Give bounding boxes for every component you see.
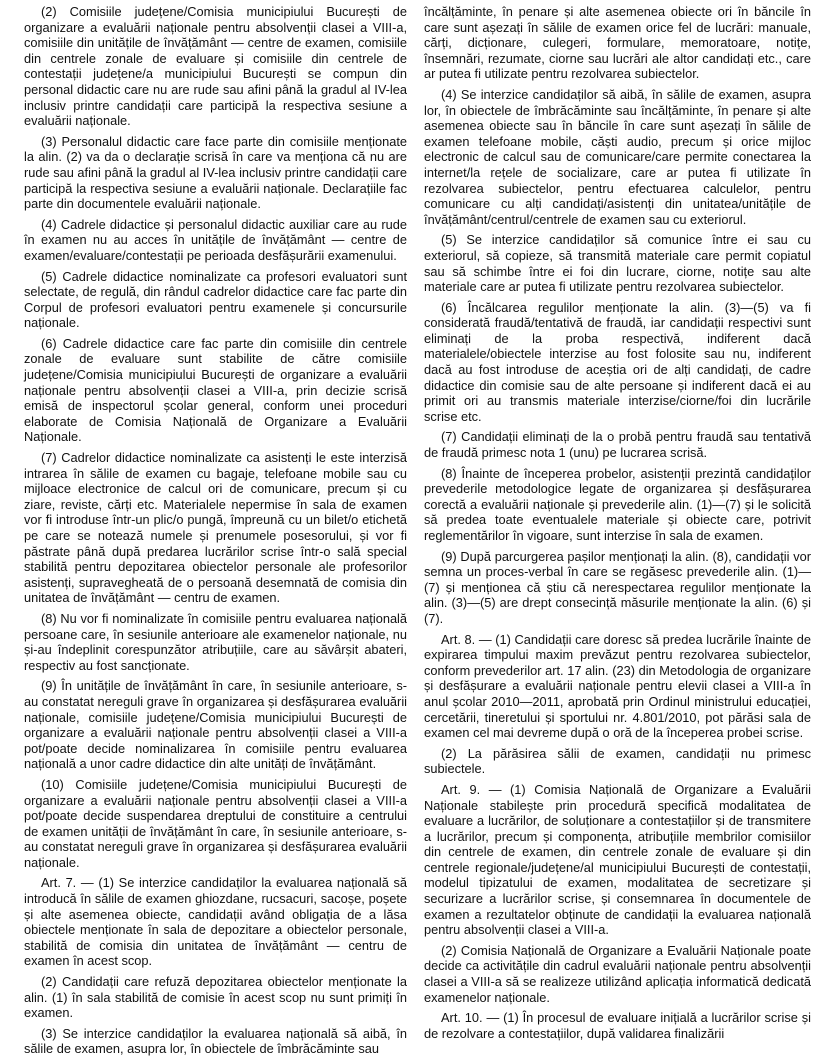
paragraph: (6) Încălcarea regulilor menționate la alin. (3)—(5) va fi considerată fraudă/tentativă de fraudă, iar candidații respectivi sunt eliminați de la proba respectivă, indiferent dacă materialele/obiectele interzise au fost folosite sau nu, indiferent dacă au fost introduse de aceștia ori de alți candidați, de cadre didactice din comisie sau de alte persoane și indiferent dacă ei au primit ori au transmis materiale interzise/ciorne/foi din lucrările scrise etc. xyxy=(424,299,811,424)
paragraph: (10) Comisiile județene/Comisia municipiului București de organizare a evaluării naționale pentru absolvenții clasei a VIII-a pot/poate decide suspendarea dreptului de constituire a centrului de examen unității de învățământ în care, în sesiunile anterioare, s-au constatat nereguli grave în organizarea și desfășurarea evaluării naționale. xyxy=(24,776,408,870)
paragraph: (3) Personalul didactic care face parte din comisiile menționate la alin. (2) va da o declarație scrisă în care va menționa că nu are rude sau afini până la gradul al IV-lea inclusiv printre candidații care participă la respectiva sesiune a evaluării naționale. Declarațiile fac parte din documentele evaluării naționale. xyxy=(24,133,408,212)
article-8-paragraph: Art. 8. — (1) Candidații care doresc să predea lucrările înainte de expirarea timpului maxim prevăzut pentru rezolvarea subiectelor, conform prevederilor art. 17 alin. (23) din Metodologia de organizare și desfășurare a evaluării naționale pentru elevii clasei a VIII-a în anul școlar 2010—2011, aprobată prin Ordinul ministrului educației, cercetării, tineretului și sportului nr. 4.801/2010, pot părăsi sala de examen cel mai devreme după o oră de la începerea probei scrise. xyxy=(424,631,811,741)
paragraph: (5) Cadrele didactice nominalizate ca profesori evaluatori sunt selectate, de regulă, din rândul cadrelor didactice care fac parte din Corpul de profesori evaluatori pentru examenele și concursurile naționale. xyxy=(24,268,408,331)
paragraph: (2) Candidații care refuză depozitarea obiectelor menționate la alin. (1) în sala stabilită de comisie în acest scop nu sunt primiți în examen. xyxy=(24,974,408,1021)
left-column xyxy=(24,4,408,1057)
article-10-paragraph: Art. 10. — (1) În procesul de evaluare inițială a lucrărilor scrise și de rezolvare a contestațiilor, după validarea finalizării xyxy=(424,1010,811,1041)
paragraph: (8) Nu vor fi nominalizate în comisiile pentru evaluarea națională persoane care, în sesiunile anterioare ale examenelor naționale, nu și-au îndeplinit corespunzător atribuțiile, care au săvârșit abateri, respectiv au fost sancționate. xyxy=(24,610,408,673)
article-9-paragraph: Art. 9. — (1) Comisia Națională de Organizare a Evaluării Naționale stabilește prin procedură specifică modalitatea de evaluare a lucrărilor, de soluționare a contestațiilor și de transmitere a lucrărilor, precum și componența, atribuțiile membrilor comisiilor din centrele de examen, din centrele zonale de evaluare și din centrele regionale/județene/al municipiului București de contestații, modelul tipizatului de examen, modalitatea de secretizare și securizare a lucrărilor scrise, și consemnarea în documentele de examen a rezultatelor obținute de candidații la evaluarea națională pentru absolvenții clasei a VIII-a. xyxy=(424,781,811,938)
paragraph: (2) Comisia Națională de Organizare a Evaluării Naționale poate decide ca activitățile din cadrul evaluării naționale pentru absolvenții clasei a VIII-a să se realizeze utilizând aplicația informatică dedicată examenelor naționale. xyxy=(424,942,811,1005)
paragraph: (9) În unitățile de învățământ în care, în sesiunile anterioare, s-au constatat nereguli grave în organizarea și desfășurarea evaluării naționale, comisiile județene/Comisia municipiului București de organizare a evaluării naționale pentru absolvenții clasei a VIII-a pot/poate decide nominalizarea în comisiile pentru evaluarea națională a unor cadre didactice din alte unități de învățământ. xyxy=(24,678,408,772)
paragraph: (5) Se interzice candidaților să comunice între ei sau cu exteriorul, să copieze, să transmită materiale care permit copiatul sau să schimbe între ei foi din lucrare, ciorne, notițe sau alte materiale care ar putea fi utilizate pentru rezolvarea subiectelor. xyxy=(424,232,811,295)
paragraph: (2) Comisiile județene/Comisia municipiului București de organizare a evaluării naționale pentru absolvenții clasei a VIII-a, comisiile din unitățile de învățământ — centre de examen, comisiile din centrele zonale de evaluare și comisiile din centrele de contestații județene/a municipiului București se compun din personal didactic care nu are rude sau afini până la gradul al IV-lea inclusiv printre candidații care participă la respectiva sesiune a evaluării naționale. xyxy=(24,4,408,129)
paragraph: (3) Se interzice candidaților la evaluarea națională să aibă, în sălile de examen, asupra lor, în obiectele de îmbrăcăminte sau xyxy=(24,1025,408,1057)
paragraph: (4) Cadrele didactice și personalul didactic auxiliar care au rude în examen nu au acces în unitățile de învățământ — centre de examen/evaluare/contestații pe perioada desfășurării examenului. xyxy=(24,216,408,263)
paragraph: (9) După parcurgerea pașilor menționați la alin. (8), candidații vor semna un proces-verbal în care se regăsesc prevederile alin. (1)—(7) și menționea că știu că nerespectarea regulilor menționate la alin. (3)—(5) are drept consecință măsurile menționate la alin. (6) și (7). xyxy=(424,548,811,626)
paragraph: (7) Cadrelor didactice nominalizate ca asistenți le este interzisă intrarea în sălile de examen cu bagaje, telefoane mobile sau cu mijloace electronice de calcul ori de comunicare, precum și cu ziare, reviste, cărți etc. Materialele nepermise în sala de examen vor fi introduse într-un plic/o pungă, împreună cu un bilet/o etichetă pe care se notează numele și prenumele posesorului, și vor fi păstrate până după predarea lucrărilor scrise într-o sală special stabilită pentru depozitarea obiectelor personale ale profesorilor asistenți, supravegheată de o persoană desemnată de comisia din unitatea de învățământ — centru de examen. xyxy=(24,450,408,606)
paragraph: (7) Candidații eliminați de la o probă pentru fraudă sau tentativă de fraudă primesc nota 1 (unu) pe lucrarea scrisă. xyxy=(424,429,811,461)
paragraph: (6) Cadrele didactice care fac parte din comisiile din centrele zonale de evaluare sunt stabilite de către comisiile județene/Comisia municipiului București de organizare a evaluării naționale pentru absolvenții clasei a VIII-a, prin decizie scrisă emisă de inspectorul școlar general, conform unei proceduri elaborate de Comisia Națională de Organizare a Evaluării Naționale. xyxy=(24,335,408,445)
paragraph: (4) Se interzice candidaților să aibă, în sălile de examen, asupra lor, în obiectele de îmbrăcăminte sau încălțăminte, în penare și alte asemenea obiecte sau în băncile în care sunt așezați în sălile de examen telefoane mobile, căști audio, precum și orice mijloc electronic de calcul sau de comunicare/care permite conectarea la internet/la rețele de socializare, care ar putea fi utilizate în rezolvarea subiectelor, pentru efectuarea calculelor, pentru comunicare cu alți candidați/asistenți din unitatea/unitățile de învățământ/centrul/centrele de examen sau cu exteriorul. xyxy=(424,86,811,227)
right-column xyxy=(424,4,811,1041)
article-7-paragraph: Art. 7. — (1) Se interzice candidaților la evaluarea națională să introducă în sălile de examen ghiozdane, rucsacuri, sacoșe, poșete și alte asemenea obiecte, candidații având obligația de a lăsa obiectele menționate în sala de depozitare a obiectelor personale, stabilită de comisia din unitatea de învățământ — centru de examen în acest scop. xyxy=(24,875,408,969)
paragraph: (2) La părăsirea sălii de examen, candidații nu primesc subiectele. xyxy=(424,745,811,777)
paragraph: (8) Înainte de începerea probelor, asistenții prezintă candidaților prevederile metodologice legate de organizarea și desfășurarea corectă a evaluării naționale și prevederile alin. (1)—(7) și le solicită să predea toate eventualele materiale și obiecte care, potrivit reglementărilor în vigoare, sunt interzise în sala de examen. xyxy=(424,465,811,543)
paragraph-continuation: încălțăminte, în penare și alte asemenea obiecte ori în băncile în care sunt așezați în sălile de examen orice fel de lucrări: manuale, cărți, dicționare, culegeri, formulare, memoratoare, notițe, însemnări, rezumate, ciorne sau lucrări ale altor candidați etc., care ar putea fi utilizate pentru rezolvarea subiectelor. xyxy=(424,4,811,82)
